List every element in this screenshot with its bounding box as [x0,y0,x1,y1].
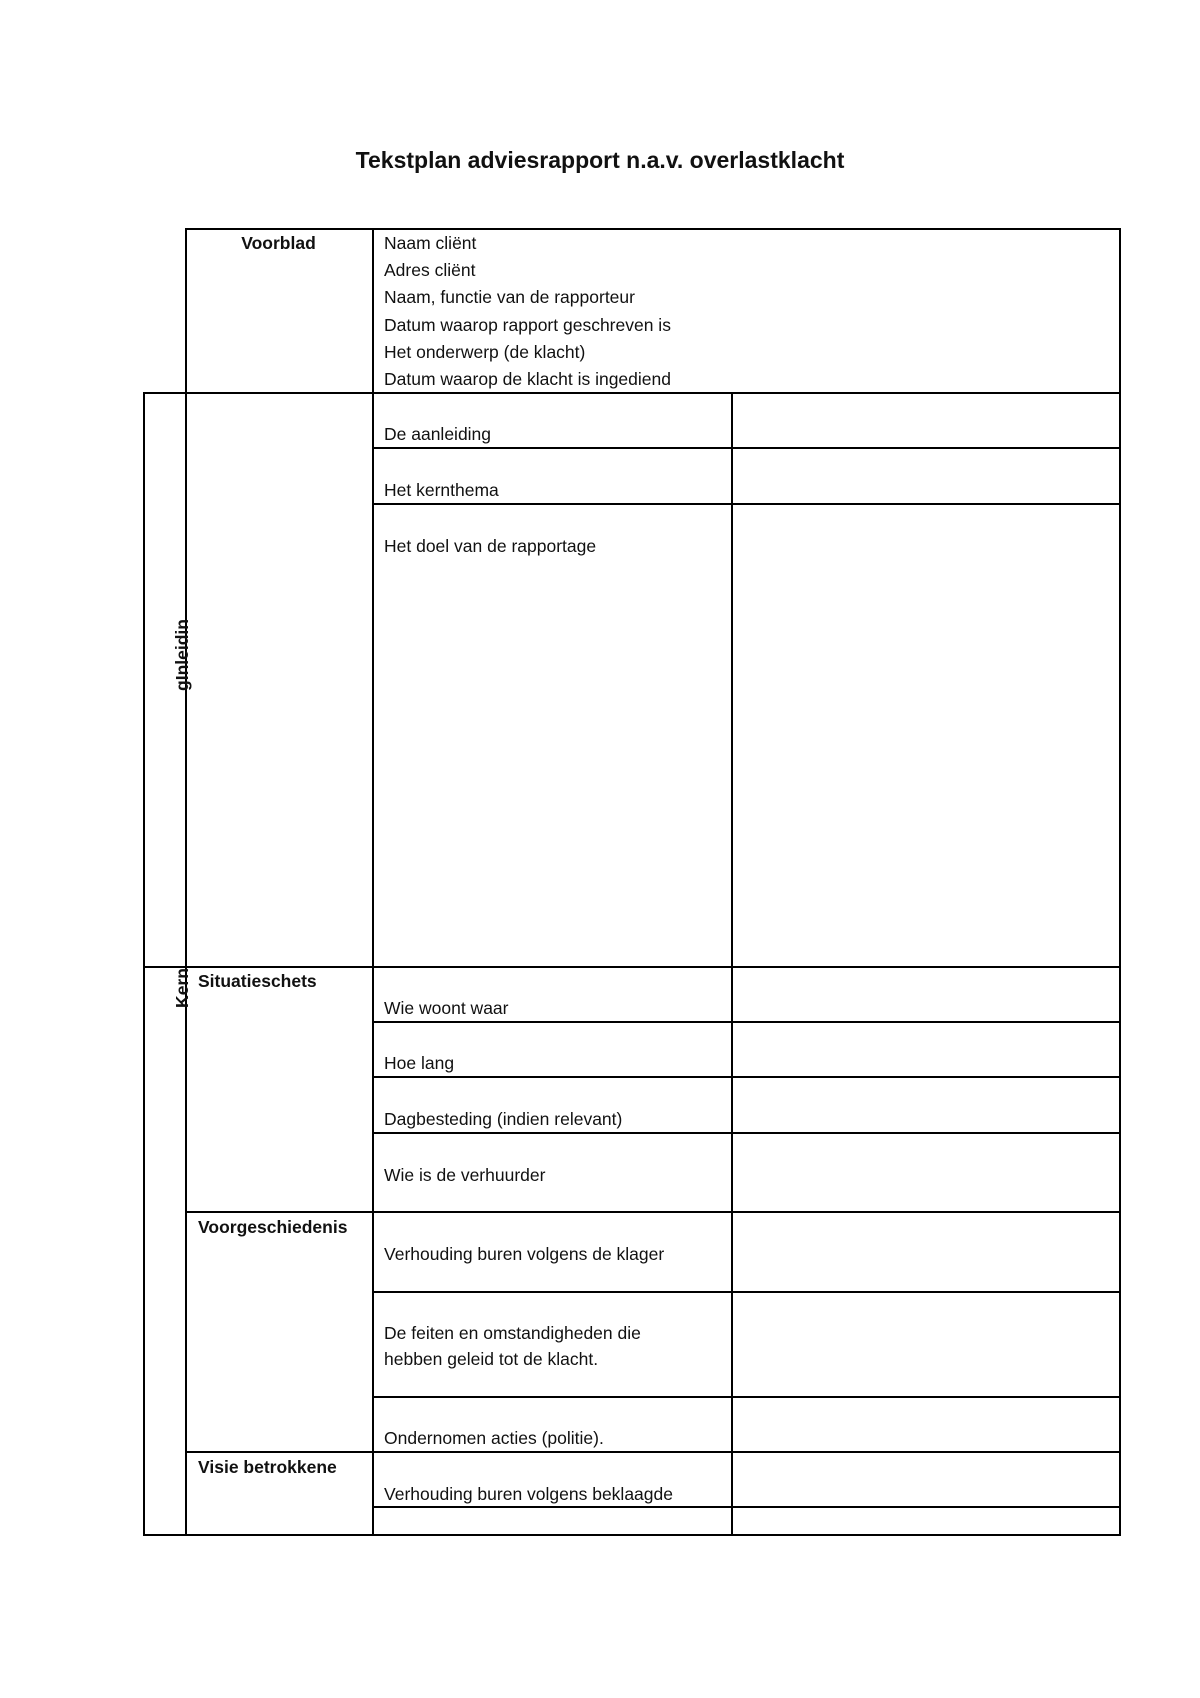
cover-item: Naam cliënt [384,233,477,253]
core-vertical-label: Kern [172,968,192,1008]
cover-items [384,230,671,393]
cover-item: Datum waarop rapport geschreven is [384,314,671,335]
cover-item: Datum waarop de klacht is ingediend [384,369,671,390]
intro-row: Het kernthema [384,480,499,500]
cover-item: Adres cliënt [384,260,476,281]
intro-vertical-label: gInleidin [172,619,192,691]
page-title: Tekstplan adviesrapport n.a.v. overlastklacht [355,147,845,173]
situatieschets-row: Hoe lang [384,1053,455,1073]
situatieschets-row: Dagbesteding (indien relevant) [384,1109,623,1129]
situatieschets-row: Wie is de verhuurder [384,1165,546,1185]
voorgeschiedenis-row: hebben geleid tot de klacht. [384,1349,599,1369]
voorgeschiedenis-row: Verhouding buren volgens de klager [384,1244,665,1264]
voorgeschiedenis-row: Ondernomen acties (politie). [384,1428,604,1448]
voorgeschiedenis-row: De feiten en omstandigheden die [384,1323,641,1343]
section-label-voorgeschiedenis: Voorgeschiedenis [198,1217,348,1237]
intro-row: De aanleiding [384,424,492,444]
section-label-visie-betrokkene: Visie betrokkene [198,1457,337,1477]
section-label-situatieschets: Situatieschets [198,971,317,991]
cover-label: Voorblad [241,233,316,253]
situatieschets-row: Wie woont waar [384,998,509,1018]
cover-item: Het onderwerp (de klacht) [384,341,586,362]
visie-betrokkene-row: Verhouding buren volgens beklaagde [384,1484,673,1504]
intro-row: Het doel van de rapportage [384,536,597,556]
cover-item: Naam, functie van de rapporteur [384,287,635,308]
